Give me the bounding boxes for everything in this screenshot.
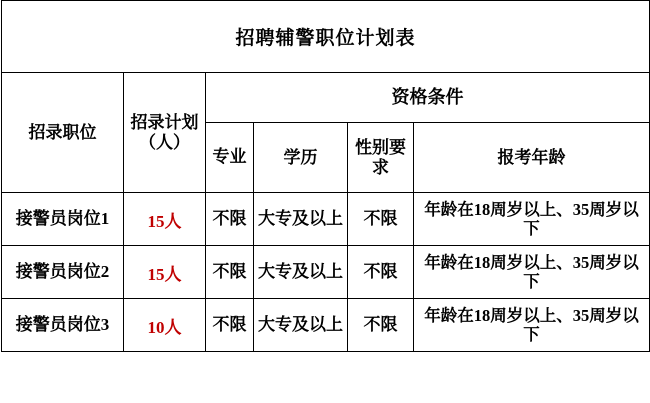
header-education: 学历 [254,123,348,193]
header-position: 招录职位 [2,73,124,193]
cell-plan-count: 10人 [124,299,206,352]
cell-education: 大专及以上 [254,246,348,299]
table-row [2,246,650,299]
cell-gender: 不限 [348,193,414,246]
header-plan-count: 招录计划（人） [124,73,206,193]
cell-plan-count: 15人 [124,246,206,299]
table-header-row-1 [2,73,650,123]
cell-major: 不限 [206,246,254,299]
table-title-row [2,1,650,73]
cell-education: 大专及以上 [254,299,348,352]
cell-position: 接警员岗位2 [2,246,124,299]
document-title: 招聘辅警职位计划表 [2,1,650,73]
table-row [2,193,650,246]
recruitment-plan-table [1,0,650,352]
cell-major: 不限 [206,299,254,352]
cell-position: 接警员岗位1 [2,193,124,246]
cell-position: 接警员岗位3 [2,299,124,352]
table-row [2,299,650,352]
cell-major: 不限 [206,193,254,246]
cell-gender: 不限 [348,299,414,352]
header-qualification: 资格条件 [206,73,650,123]
cell-education: 大专及以上 [254,193,348,246]
cell-plan-count: 15人 [124,193,206,246]
cell-age: 年龄在18周岁以上、35周岁以下 [414,246,650,299]
cell-age: 年龄在18周岁以上、35周岁以下 [414,193,650,246]
header-age: 报考年龄 [414,123,650,193]
cell-gender: 不限 [348,246,414,299]
header-major: 专业 [206,123,254,193]
cell-age: 年龄在18周岁以上、35周岁以下 [414,299,650,352]
header-gender: 性别要求 [348,123,414,193]
